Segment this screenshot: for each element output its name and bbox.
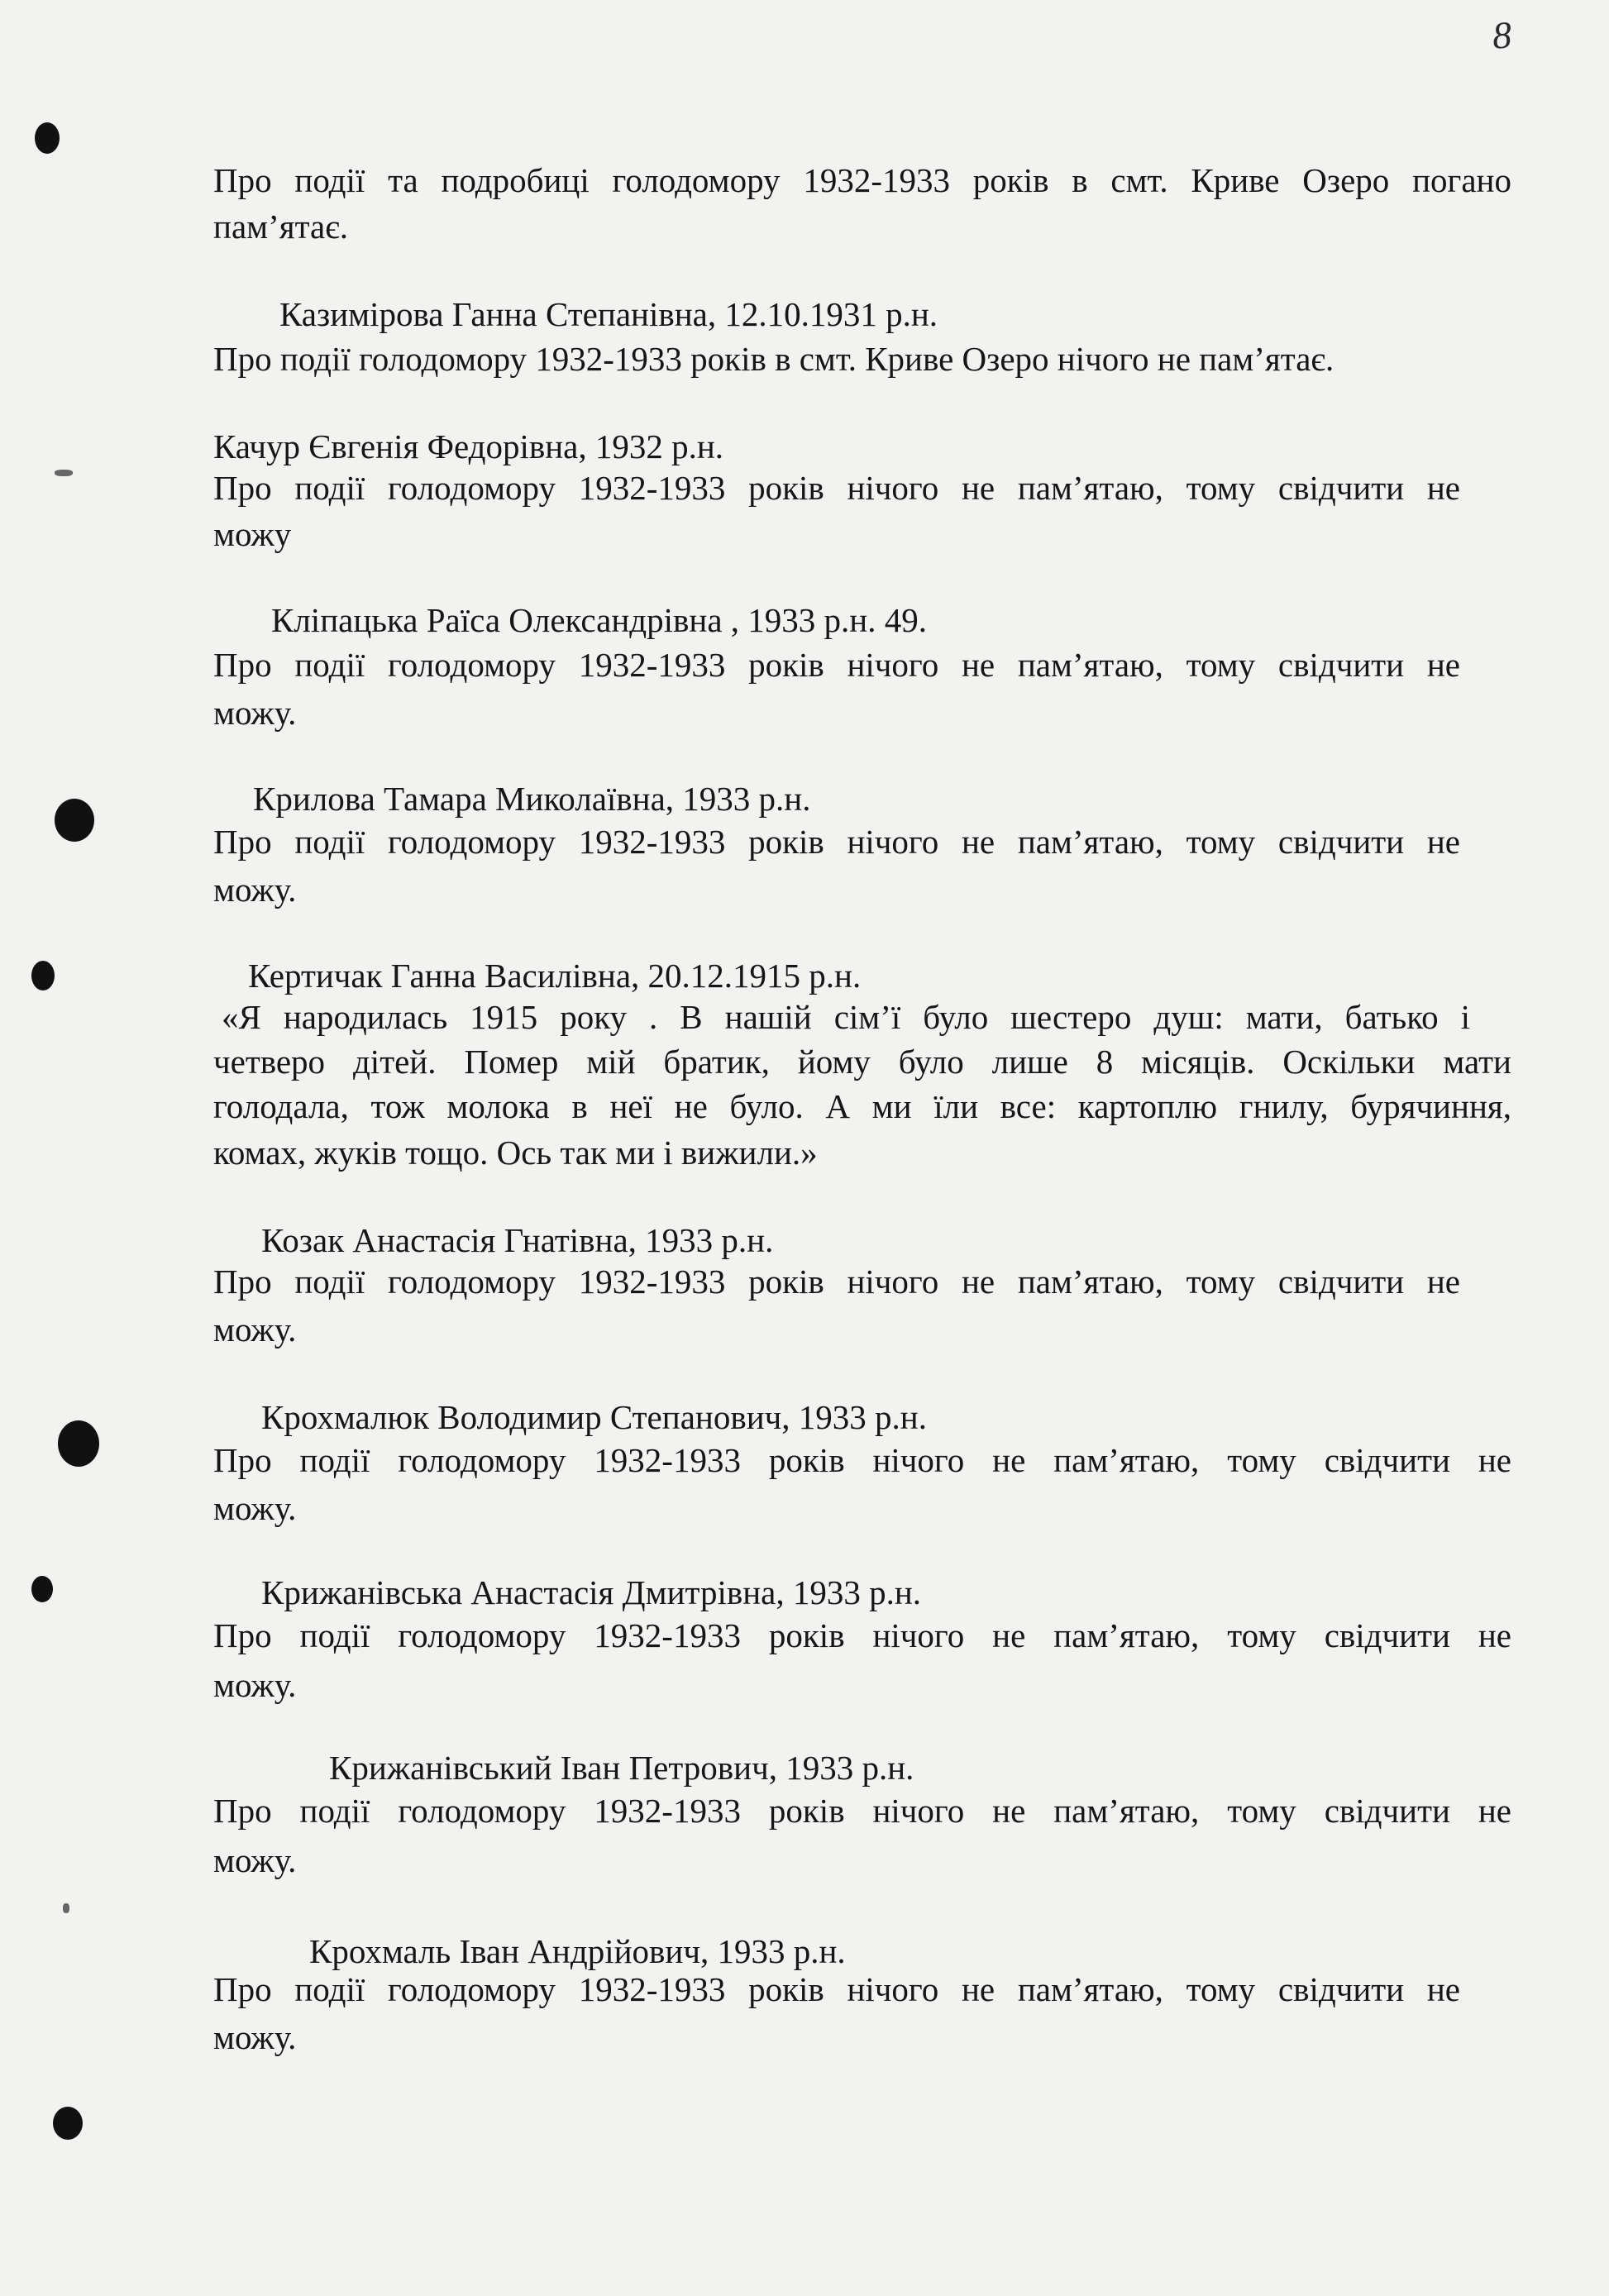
entry-text: можу. — [213, 694, 297, 732]
intro-line: пам’ятає. — [213, 208, 349, 246]
entry-text: можу. — [213, 1489, 297, 1527]
entry-name: Крохмаль Іван Андрійович, 1933 р.н. — [309, 1932, 846, 1970]
entry-name: Кліпацька Раїса Олександрівна , 1933 р.н. 49. — [271, 601, 927, 639]
paper-speck — [63, 1903, 69, 1913]
entry-text: можу. — [213, 2018, 297, 2056]
entry-text: Про події голодомору 1932-1933 років в смт. Криве Озеро нічого не пам’ятає. — [213, 340, 1334, 378]
entry-name: Крижанівський Іван Петрович, 1933 р.н. — [329, 1749, 914, 1787]
binder-hole — [31, 961, 55, 990]
entry-text: Про події голодомору 1932-1933 років нічого не пам’ятаю, тому свідчити не — [213, 1970, 1460, 2008]
entry-name: Качур Євгенія Федорівна, 1932 р.н. — [213, 427, 724, 465]
binder-hole — [55, 799, 94, 842]
entry-text: Про події голодомору 1932-1933 років нічого не пам’ятаю, тому свідчити не — [213, 1616, 1511, 1654]
entry-text: можу. — [213, 1666, 297, 1704]
binder-hole — [53, 2107, 83, 2140]
entry-text: четверо дітей. Помер мій братик, йому було лише 8 місяців. Оскільки мати — [213, 1043, 1511, 1081]
entry-name: Крилова Тамара Миколаївна, 1933 р.н. — [253, 780, 811, 818]
entry-text: можу. — [213, 1310, 297, 1348]
entry-name: Крохмалюк Володимир Степанович, 1933 р.н. — [261, 1398, 927, 1436]
intro-line: Про події та подробиці голодомору 1932-1933 років в смт. Криве Озеро погано — [213, 161, 1511, 199]
entry-name: Кертичак Ганна Василівна, 20.12.1915 р.н. — [248, 957, 862, 995]
entry-name: Крижанівська Анастасія Дмитрівна, 1933 р.н. — [261, 1573, 922, 1611]
entry-text: комах, жуків тощо. Ось так ми і вижили.» — [213, 1134, 818, 1172]
entry-name: Казимірова Ганна Степанівна, 12.10.1931 р.н. — [279, 295, 938, 333]
binder-hole — [35, 122, 60, 154]
entry-text: Про події голодомору 1932-1933 років нічого не пам’ятаю, тому свідчити не — [213, 823, 1460, 861]
entry-text: можу. — [213, 871, 297, 909]
paper-speck — [55, 470, 73, 476]
binder-hole — [31, 1576, 53, 1602]
entry-text: «Я народилась 1915 року . В нашій сім’ї було шестеро душ: мати, батько і — [222, 998, 1470, 1036]
entry-text: Про події голодомору 1932-1933 років нічого не пам’ятаю, тому свідчити не — [213, 646, 1460, 684]
page-number: 8 — [1491, 13, 1511, 57]
entry-text: можу — [213, 515, 292, 553]
entry-text: Про події голодомору 1932-1933 років нічого не пам’ятаю, тому свідчити не — [213, 1263, 1460, 1301]
entry-text: Про події голодомору 1932-1933 років нічого не пам’ятаю, тому свідчити не — [213, 1792, 1511, 1830]
entry-text: Про події голодомору 1932-1933 років нічого не пам’ятаю, тому свідчити не — [213, 1441, 1511, 1479]
entry-name: Козак Анастасія Гнатівна, 1933 р.н. — [261, 1221, 774, 1259]
binder-hole — [58, 1420, 99, 1467]
entry-text: Про події голодомору 1932-1933 років нічого не пам’ятаю, тому свідчити не — [213, 469, 1460, 507]
entry-text: можу. — [213, 1841, 297, 1879]
entry-text: голодала, тож молока в неї не було. А ми їли все: картоплю гнилу, бурячиння, — [213, 1087, 1511, 1125]
